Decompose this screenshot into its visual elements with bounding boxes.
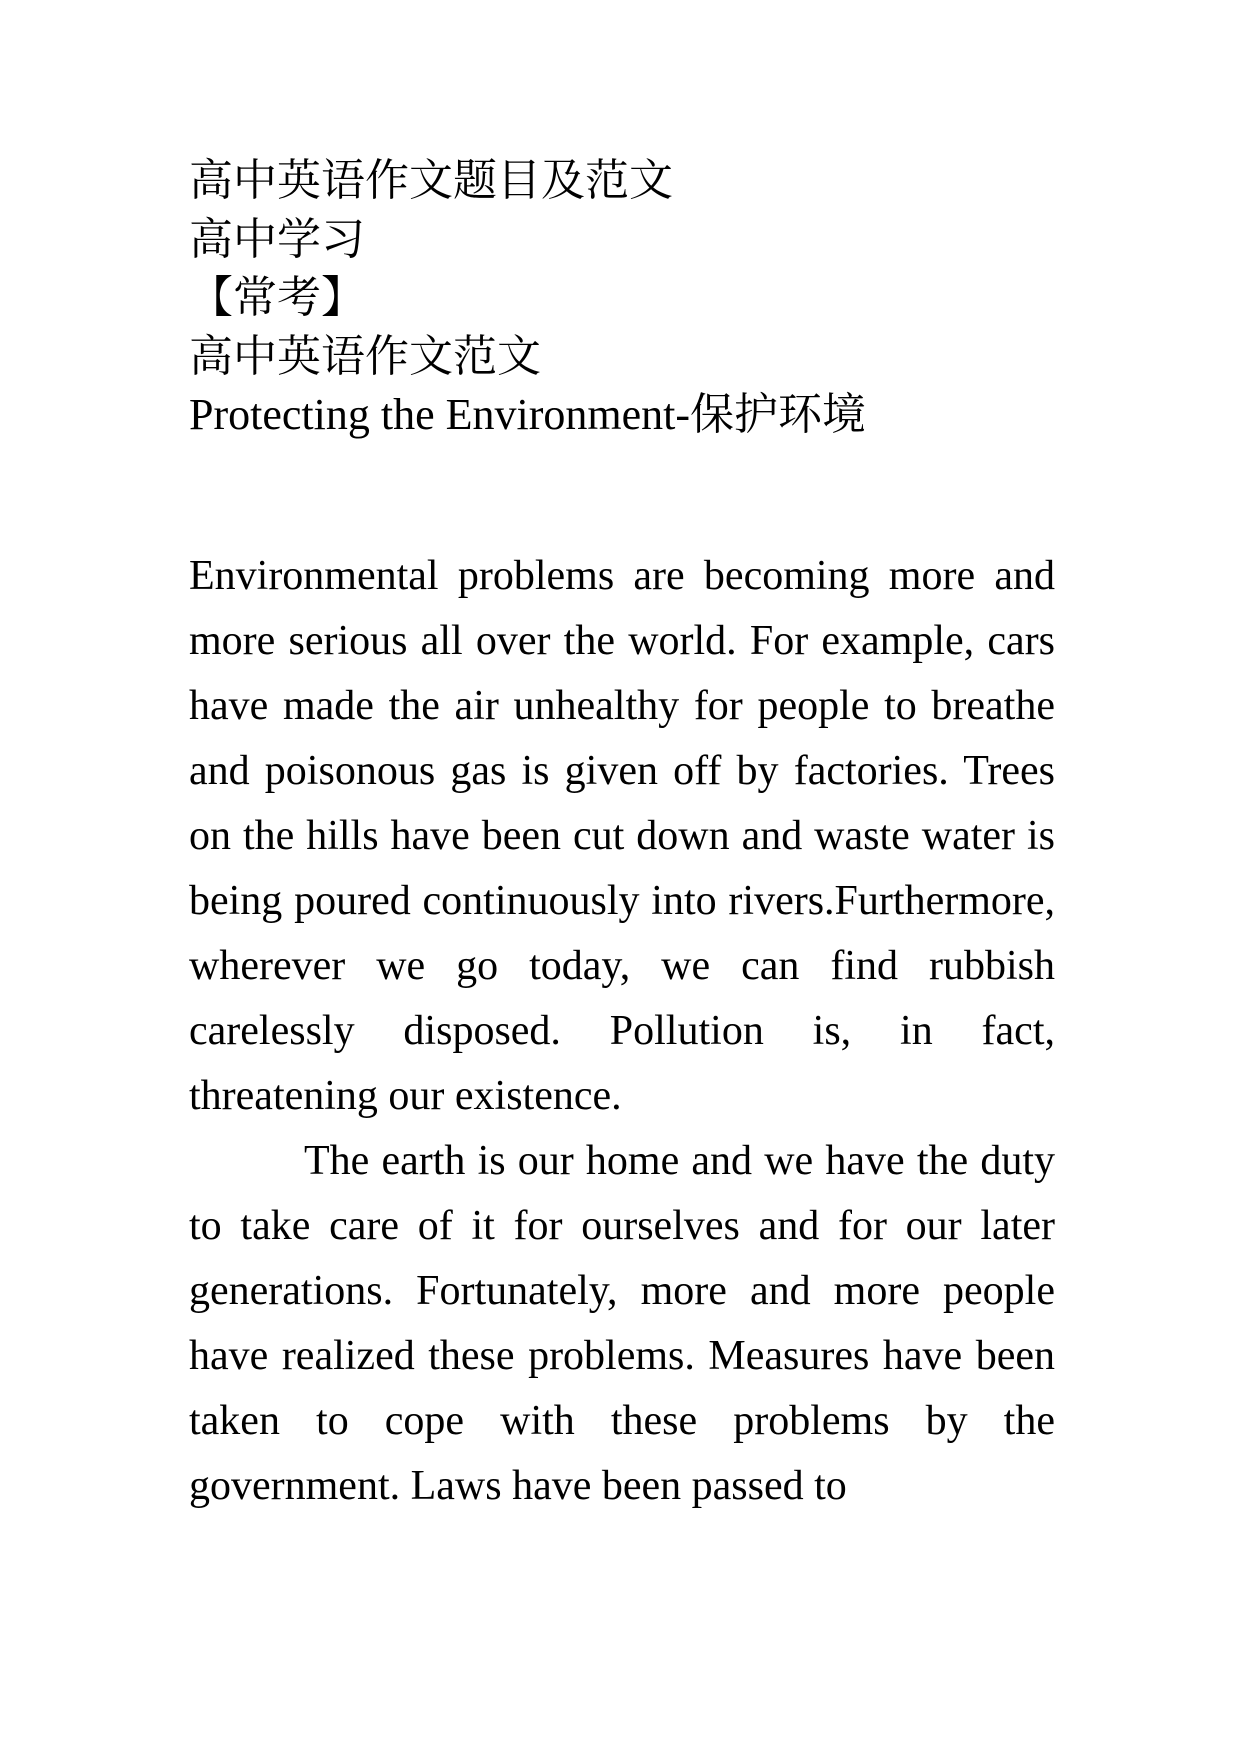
essay-title: Protecting the Environment-保护环境	[189, 390, 866, 439]
document-header	[189, 152, 1069, 445]
essay-paragraph-2: The earth is our home and we have the duty to take care of it for ourselves and for our later generations. Fortunately, more and more people have realized these problems. Measures have been taken to cope with these problems by the government. Laws have been passed to	[189, 1138, 1055, 1509]
document-tag: 【常考】	[189, 273, 365, 322]
essay-body	[189, 544, 1055, 1519]
document-title: 高中英语作文题目及范文	[189, 156, 673, 205]
essay-paragraph-1: Environmental problems are becoming more and more serious all over the world. For example, cars have made the air unhealthy for people to breathe and poisonous gas is given off by factories. Trees on the hills have been cut down and waste water is being poured continuously into rivers.Furthermore, wherever we go today, we can find rubbish carelessly disposed. Pollution is, in fact, threatening our existence.	[189, 553, 1055, 1119]
document-subtitle: 高中学习	[189, 214, 365, 264]
section-title: 高中英语作文范文	[189, 331, 541, 381]
